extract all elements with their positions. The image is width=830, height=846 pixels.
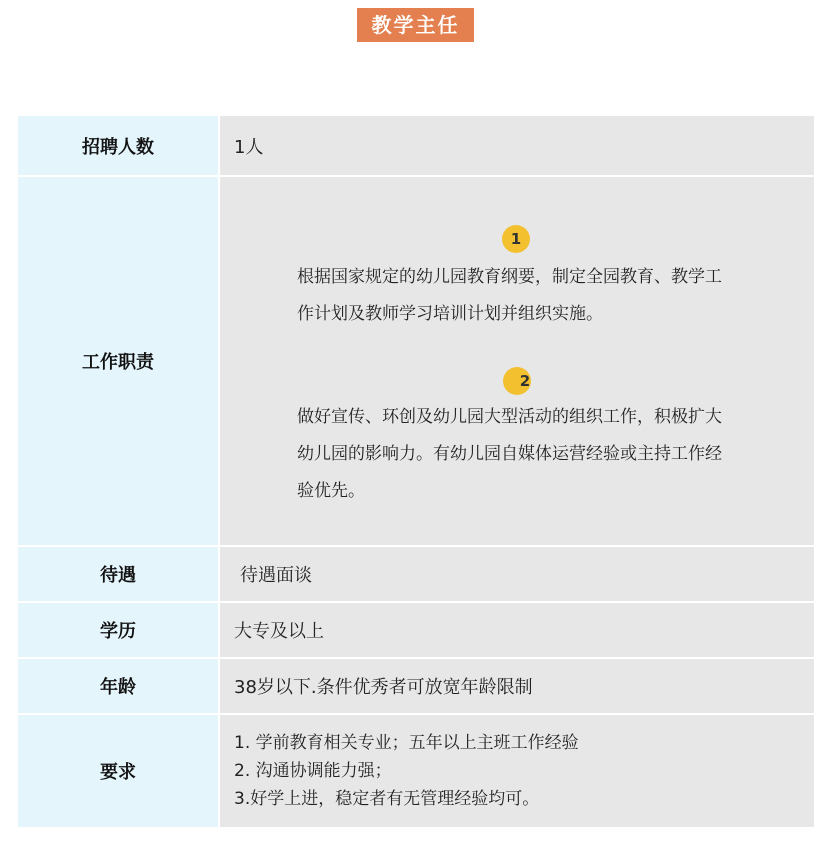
headcount-label: 招聘人数 bbox=[18, 116, 219, 176]
duty-number-badge: 2 bbox=[503, 367, 531, 395]
duty-number-badge: 1 bbox=[502, 225, 530, 253]
age-value: 38岁以下.条件优秀者可放宽年龄限制 bbox=[219, 658, 814, 714]
list-item: 1. 学前教育相关专业；五年以上主班工作经验 bbox=[234, 733, 579, 753]
education-label: 学历 bbox=[18, 602, 219, 658]
requirements-value bbox=[219, 714, 814, 828]
headcount-value: 1人 bbox=[219, 116, 814, 176]
table-row-pay bbox=[18, 546, 814, 602]
education-value: 大专及以上 bbox=[219, 602, 814, 658]
requirements-label: 要求 bbox=[18, 714, 219, 828]
requirements-list bbox=[234, 729, 814, 813]
table-row-duties bbox=[18, 176, 814, 546]
page-title: 教学主任 bbox=[357, 8, 474, 42]
pay-value: 待遇面谈 bbox=[219, 546, 814, 602]
table-row-headcount bbox=[18, 116, 814, 176]
table-row-requirements bbox=[18, 714, 814, 828]
pay-label: 待遇 bbox=[18, 546, 219, 602]
duties-label: 工作职责 bbox=[18, 176, 219, 546]
age-label: 年龄 bbox=[18, 658, 219, 714]
list-item: 2. 沟通协调能力强； bbox=[234, 761, 392, 781]
duty-item-text: 根据国家规定的幼儿园教育纲要，制定全园教育、教学工作计划及教师学习培训计划并组织实施。 bbox=[297, 267, 722, 324]
table-row-education bbox=[18, 602, 814, 658]
duty-item-text: 做好宣传、环创及幼儿园大型活动的组织工作，积极扩大幼儿园的影响力。有幼儿园自媒体运营经验或主持工作经验优先。 bbox=[297, 407, 722, 501]
duties-value bbox=[219, 176, 814, 546]
job-info-table bbox=[18, 116, 814, 829]
list-item: 3.好学上进，稳定者有无管理经验均可。 bbox=[234, 789, 540, 809]
table-row-age bbox=[18, 658, 814, 714]
